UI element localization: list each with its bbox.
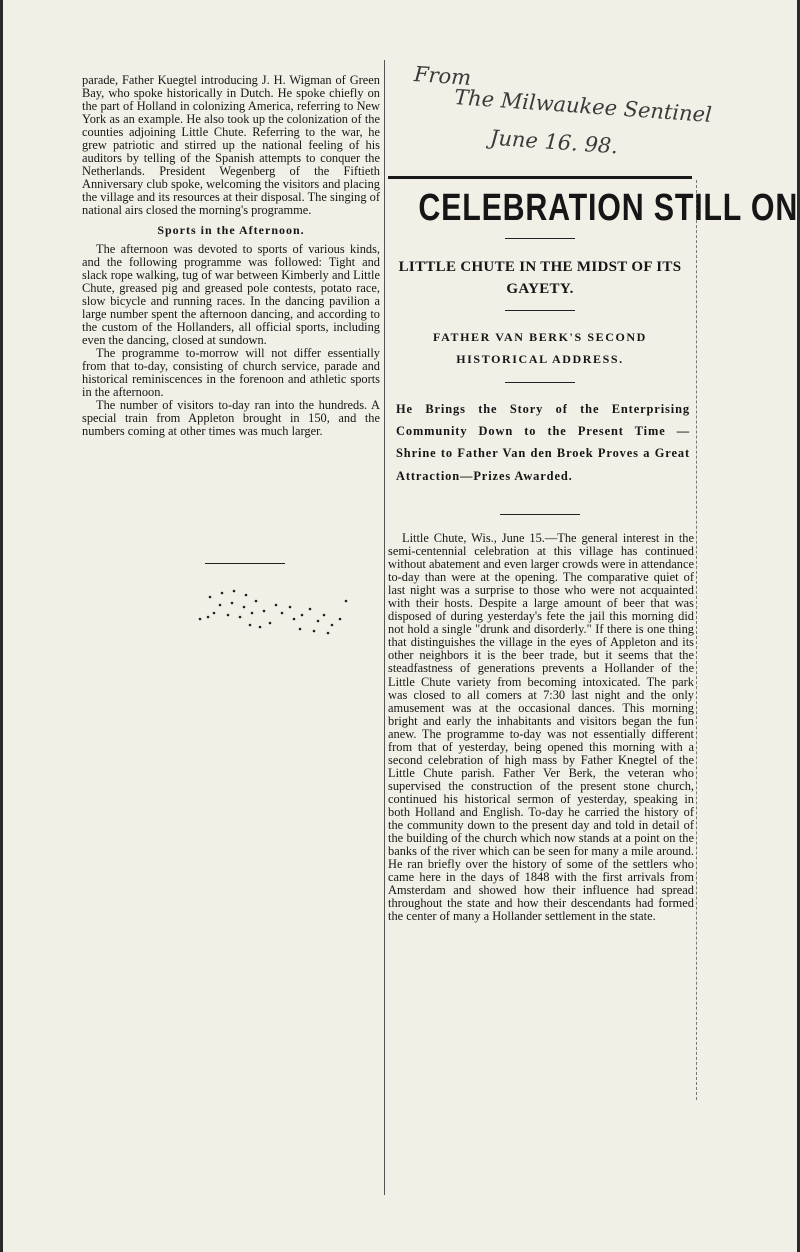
deck-3-rule [500,514,580,515]
headline: CELEBRATION STILL ON [418,187,799,229]
handwritten-line-1: From [413,62,472,90]
handwritten-line-3: June 16. 98. [489,125,619,159]
handwritten-line-2: The Milwaukee Sentinel [453,85,713,127]
deck-3: He Brings the Story of the Enterprising Community Down to the Present Time — Shrine to Father Van den Broek Proves a Great Attraction—Prizes Awarded. [396,402,690,483]
right-margin-rule [696,180,697,1100]
dot-ornament [190,585,355,640]
left-paragraph-4: The number of visitors to-day ran into the hundreds. A special train from Appleton brought in 150, and the numbers coming at other times was much larger. [82,398,380,439]
left-end-rule [205,563,285,564]
left-paragraph-1: parade, Father Kuegtel introducing J. H. Wigman of Green Bay, who spoke historically in Dutch. He spoke chiefly on the part of Holland in colonizing America, referring to New York as an example. He also took up the colonization of the counties adjoining Little Chute. Referring to the war, he grew patriotic and stirred up the national feeling of his auditors by telling of the Spanish attempts to conquer the Netherlands. President Wegenberg of the Fiftieth Anniversary club spoke, welcoming the visitors and placing the village and its resources at their disposal. The singing of national airs closed the morning's programme. [82,73,380,218]
deck-1-rule [505,310,575,311]
deck-2: FATHER VAN BERK'S SECOND HISTORICAL ADDRESS. [433,330,647,366]
handwritten-note [400,62,730,172]
deck-1: LITTLE CHUTE IN THE MIDST OF ITS GAYETY. [398,259,682,297]
left-paragraph-3: The programme to-morrow will not differ essentially from that to-day, consisting of church service, parade and historical reminiscences in the forenoon and athletic sports in the afternoon. [82,345,380,400]
column-rule [384,60,385,1195]
headline-top-rule [388,176,692,179]
headline-rule [505,238,575,239]
article-paragraph: Little Chute, Wis., June 15.—The general interest in the semi-centennial celebration at this village has continued without abatement and even larger crowds were in attendance to-day than were at the opening. The comparative quiet of last night was a surprise to those who were not acquainted with their hosts. Despite a large amount of beer that was disposed of during yesterday's fete the jail this morning did not hold a single "drunk and disorderly." If there is one thing that distinguishes the village in the eyes of Appleton and its other neighbors it is the beer trade, but it seems that the steadfastness of generations prevents a Hollander of the Little Chute variety from becoming intoxicated. The park was closed to all comers at 7:30 last night and the only amusement was at the occasional dances. This morning bright and early the inhabitants and visitors began the fun anew. The programme to-day was not essentially different from that of yesterday, being opened this morning with a second celebration of high mass by Father Knegtel of the Little Chute parish. Father Ver Berk, the veteran who supervised the construction of the present stone church, continued his historical sermon of yesterday, speaking in both Holland and English. To-day he carried the history of the community down to the present day and told in detail of the building of the church which now stands at a point on the banks of the river which can be seen for many a mile around. He ran briefly over the history of some of the settlers who came here in the days of 1848 with the first arrivals from Amsterdam and showed how their influence had spread throughout the state and how their descendants had formed the center of many a Hollander settlement in the state. [388,531,694,924]
left-column [82,74,380,438]
deck-2-rule [505,382,575,383]
article-body [388,532,694,923]
left-paragraph-2: The afternoon was devoted to sports of various kinds, and the following programme was followed: Tight and slack rope walking, tug of war between Kimberly and Little Chute, greased pig and greased pole contests, potato race, slow bicycle and running races. In the dancing pavilion a large number spent the afternoon dancing, and according to the custom of the Hollanders, all official sports, including even the dancing, closed at sundown. [82,241,380,347]
left-subhead: Sports in the Afternoon. [157,222,305,237]
